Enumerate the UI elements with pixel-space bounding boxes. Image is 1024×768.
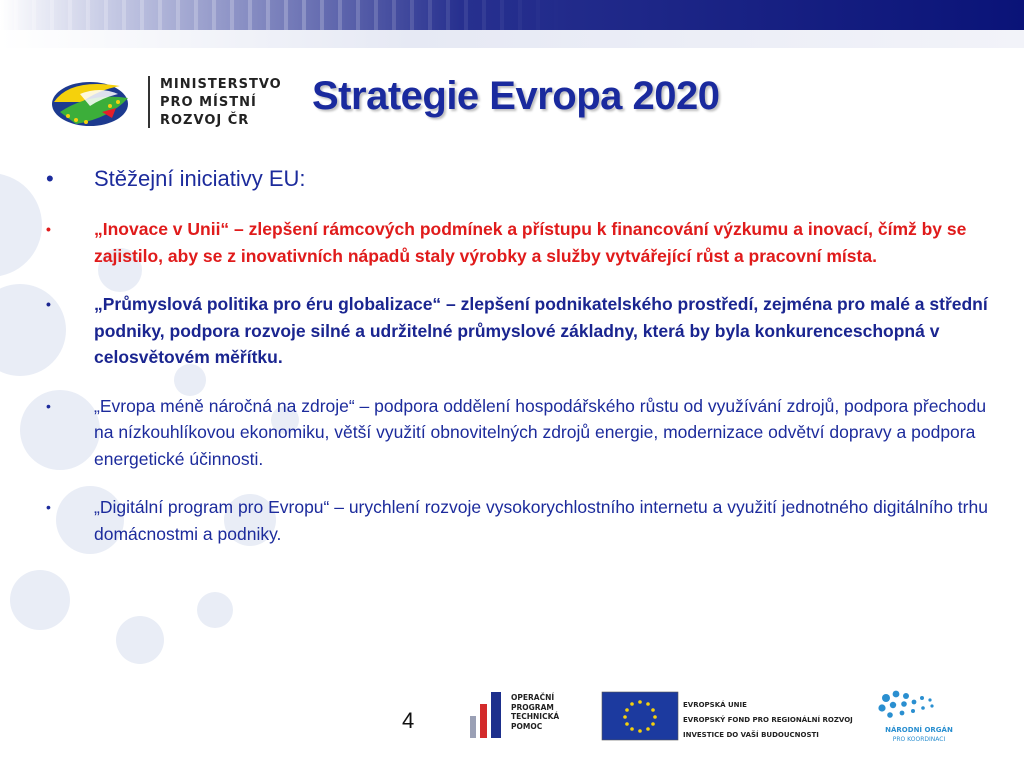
narodni-organ-logo-text bbox=[874, 726, 964, 744]
bullet-item-digital-agenda bbox=[42, 494, 1002, 547]
bullet-text: „Digitální program pro Evropu“ – urychlení rozvoje vysokorychlostního internetu a využití jednotného digitálního trhu domácnostmi a podniky. bbox=[94, 497, 988, 544]
bullet-item-innovation bbox=[42, 216, 1002, 269]
page-number: 4 bbox=[402, 708, 415, 733]
bullet-marker: • bbox=[46, 221, 51, 237]
eu-line-1: EVROPSKÁ UNIE bbox=[683, 701, 747, 709]
bullet-marker: • bbox=[46, 499, 51, 515]
op-line-3: TECHNICKÁ bbox=[511, 712, 560, 721]
no-line-2: PRO KOORDINACI bbox=[892, 736, 946, 743]
eu-logo-text bbox=[683, 698, 853, 743]
logo-divider bbox=[148, 76, 150, 128]
bullet-text: „Průmyslová politika pro éru globalizace“ – zlepšení podnikatelského prostředí, zejména pro malé a střední podniky, podpora rozvoje silné a udržitelné průmyslové základny, která by byla konkurenceschopná v celosvětovém měřítku. bbox=[94, 294, 988, 367]
bullet-item-industrial-policy bbox=[42, 291, 1002, 371]
eu-line-3: INVESTICE DO VAŠÍ BUDOUCNOSTI bbox=[683, 731, 819, 739]
op-line-1: OPERAČNÍ bbox=[511, 693, 555, 702]
logo-line-3: ROZVOJ ČR bbox=[160, 113, 250, 128]
bullet-item-resource-efficiency bbox=[42, 393, 1002, 473]
bullet-marker: • bbox=[46, 166, 54, 191]
bullet-text: „Evropa méně náročná na zdroje“ – podpora oddělení hospodářského růstu od využívání zdrojů, podpora přechodu na nízkouhlíkovou ekonomiku, větší využití obnovitelných zdrojů energie, modernizace odvětví dopravy a podpora energetické účinnosti. bbox=[94, 395, 987, 469]
op-tp-logo-text bbox=[511, 693, 559, 731]
op-line-4: POMOC bbox=[511, 721, 543, 731]
logo-line-1: MINISTERSTVO bbox=[160, 77, 282, 92]
slide-title: Strategie Evropa 2020 bbox=[312, 74, 720, 118]
bullet-marker: • bbox=[46, 296, 51, 312]
narodni-organ-dots-icon bbox=[878, 691, 933, 718]
lead-text: Stěžejní iniciativy EU: bbox=[94, 166, 306, 191]
slide-content bbox=[42, 166, 1002, 569]
bullet-marker: • bbox=[46, 397, 51, 414]
eu-flag-icon bbox=[602, 692, 678, 740]
bullet-text: „Inovace v Unii“ – zlepšení rámcových podmínek a přístupu k financování výzkumu a inovací, čímž by se zajistilo, aby se z inovativních nápadů staly výrobky a služby vytvářející růst a pracovní místa. bbox=[94, 219, 967, 266]
lead-item bbox=[42, 166, 1002, 192]
logo-line-2: PRO MÍSTNÍ bbox=[160, 95, 257, 110]
no-line-1: NÁRODNÍ ORGÁN bbox=[885, 726, 953, 734]
ministry-logo-text bbox=[160, 76, 282, 130]
op-tp-logo-icon bbox=[470, 692, 501, 738]
op-line-2: PROGRAM bbox=[511, 702, 554, 712]
eu-line-2: EVROPSKÝ FOND PRO REGIONÁLNÍ ROZVOJ bbox=[683, 716, 853, 724]
